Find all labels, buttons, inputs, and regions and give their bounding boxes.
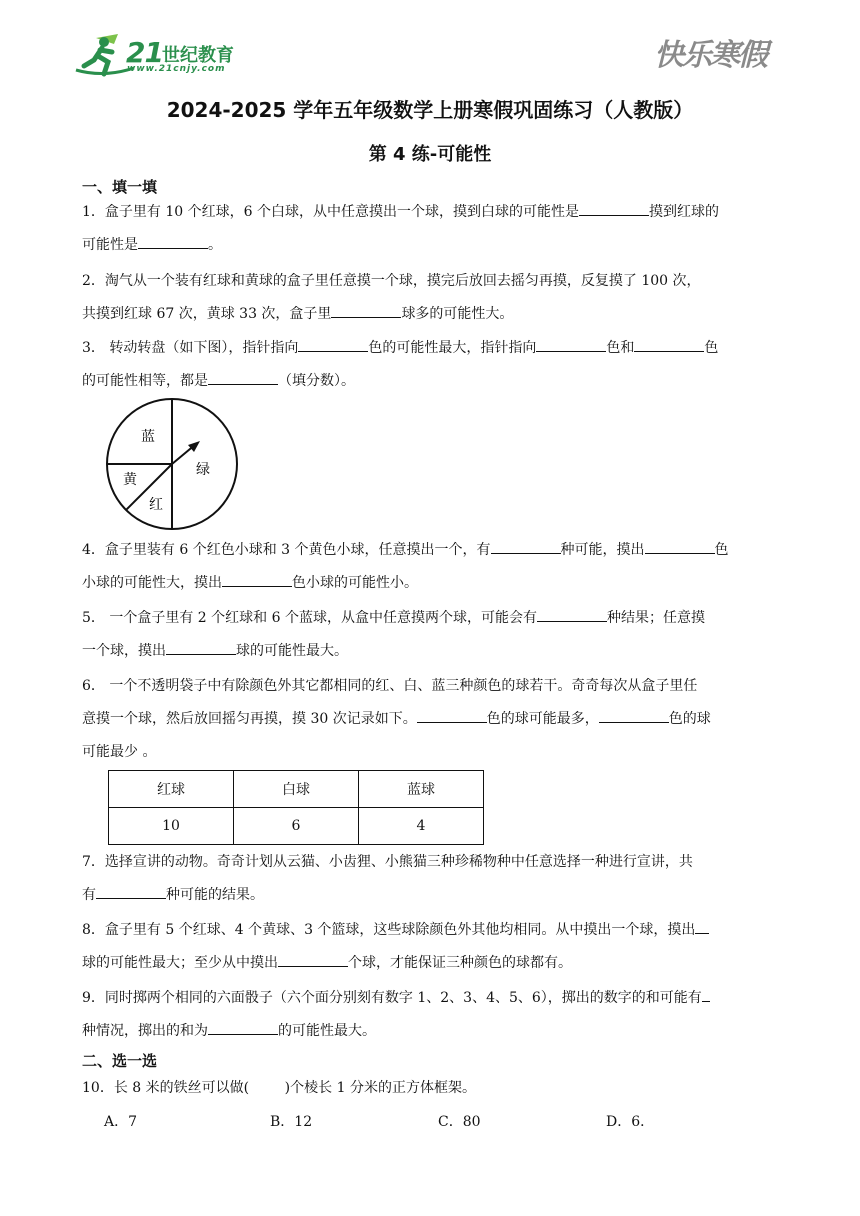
q8-text: 8．盒子里有 5 个红球、4 个黄球、3 个篮球，这些球除颜色外其他均相同。从中摸出一个球，摸出: [82, 922, 696, 938]
section-heading-fill: 一、填一填: [82, 178, 158, 196]
answer-blank[interactable]: [222, 572, 292, 587]
logo-url: www.21cnjy.com: [127, 64, 226, 74]
question-4: [82, 534, 782, 600]
table-header-cell: 白球: [234, 771, 359, 808]
q2-text: 共摸到红球 67 次，黄球 33 次，盒子里: [82, 306, 332, 322]
question-7: [82, 846, 782, 912]
q6-text: 可能最少 。: [82, 744, 157, 760]
answer-blank[interactable]: [695, 919, 709, 934]
option-b[interactable]: B．12: [270, 1114, 313, 1130]
q3-text: 色和: [606, 340, 635, 356]
q7-text: 有: [82, 887, 96, 903]
question-10: [82, 1072, 782, 1105]
q1-text: 摸到红球的: [648, 204, 719, 220]
logo-brand-text: 世纪教育: [162, 45, 234, 66]
spinner-label-yellow: 黄: [123, 472, 137, 488]
answer-blank[interactable]: [278, 952, 348, 967]
answer-blank[interactable]: [298, 337, 368, 352]
answer-blank[interactable]: [166, 640, 236, 655]
q7-text: 种可能的结果。: [166, 887, 264, 903]
table-row: [109, 808, 484, 845]
q4-text: 小球的可能性大，摸出: [82, 575, 222, 591]
q1-text: 1．盒子里有 10 个红球，6 个白球，从中任意摸出一个球，摸到白球的可能性是: [82, 204, 579, 220]
page-subtitle: 第 4 练-可能性: [368, 144, 492, 165]
q5-text: 一个球，摸出: [82, 643, 166, 659]
question-6: [82, 670, 782, 769]
answer-blank[interactable]: [331, 303, 401, 318]
table-cell: 4: [359, 808, 484, 845]
answer-blank[interactable]: [634, 337, 704, 352]
table-cell: 10: [109, 808, 234, 845]
answer-blank[interactable]: [536, 337, 606, 352]
q3-text: 色的可能性最大，指针指向: [368, 340, 537, 356]
q8-text: 个球，才能保证三种颜色的球都有。: [348, 955, 572, 971]
answer-blank[interactable]: [599, 708, 669, 723]
q2-text: 球多的可能性大。: [401, 306, 514, 322]
question-8: [82, 914, 782, 980]
q6-text: 色的球可能最多，: [486, 711, 599, 727]
q5-text: 种结果；任意摸: [606, 610, 705, 626]
question-9: [82, 982, 782, 1048]
spinner-diagram: [104, 396, 240, 532]
q4-text: 色: [714, 542, 729, 558]
winter-vacation-stamp: 快乐寒假: [654, 38, 766, 73]
table-header-cell: 红球: [109, 771, 234, 808]
q6-text: 意摸一个球，然后放回摇匀再摸，摸 30 次记录如下。: [82, 711, 417, 727]
q5-text: 5． 一个盒子里有 2 个红球和 6 个蓝球，从盒中任意摸两个球，可能会有: [82, 610, 537, 626]
table-row: [109, 771, 484, 808]
q9-text: 种情况，掷出的和为: [82, 1023, 208, 1039]
q4-text: 种可能，摸出: [560, 542, 645, 558]
spinner-label-red: 红: [149, 497, 163, 513]
option-c[interactable]: C．80: [438, 1114, 481, 1130]
spinner-label-blue: 蓝: [141, 429, 155, 445]
q6-text: 色的球: [668, 711, 711, 727]
q5-text: 球的可能性最大。: [236, 643, 348, 659]
answer-blank[interactable]: [579, 201, 649, 216]
q8-text: 球的可能性最大；至少从中摸出: [82, 955, 278, 971]
page-title: 2024-2025 学年五年级数学上册寒假巩固练习（人教版）: [166, 98, 694, 122]
answer-blank[interactable]: [96, 884, 166, 899]
answer-blank[interactable]: [417, 708, 487, 723]
spinner-label-green: 绿: [196, 462, 210, 478]
q4-text: 色小球的可能性小。: [292, 575, 418, 591]
question-5: [82, 602, 782, 668]
q10-stem: 10．长 8 米的铁丝可以做( )个棱长 1 分米的正方体框架。: [82, 1080, 476, 1096]
option-d[interactable]: D．6．: [606, 1114, 655, 1130]
table-header-cell: 蓝球: [359, 771, 484, 808]
logo-number: 21: [126, 36, 163, 69]
q1-text: 。: [208, 237, 222, 253]
q4-text: 4．盒子里装有 6 个红色小球和 3 个黄色小球，任意摸出一个，有: [82, 542, 491, 558]
answer-blank[interactable]: [537, 607, 607, 622]
q3-text: 的可能性相等，都是: [82, 373, 208, 389]
answer-blank[interactable]: [208, 370, 278, 385]
answer-blank[interactable]: [138, 234, 208, 249]
option-a[interactable]: A．7: [104, 1114, 138, 1130]
q7-text: 7．选择宣讲的动物。奇奇计划从云猫、小齿狸、小熊猫三种珍稀物种中任意选择一种进行宣讲，共: [82, 854, 693, 870]
q3-text: 3． 转动转盘（如下图），指针指向: [82, 340, 299, 356]
q3-text: 色: [704, 340, 719, 356]
answer-blank[interactable]: [491, 539, 561, 554]
section-heading-choice: 二、选一选: [82, 1052, 158, 1070]
q3-text: （填分数）。: [278, 373, 355, 389]
table-cell: 6: [234, 808, 359, 845]
question-3: [82, 332, 782, 398]
q9-text: 9．同时掷两个相同的六面骰子（六个面分别刻有数字 1、2、3、4、5、6），掷出的数字的和可能有: [82, 990, 702, 1006]
q6-text: 6． 一个不透明袋子中有除颜色外其它都相同的红、白、蓝三种颜色的球若干。奇奇每次从盒子里任: [82, 678, 698, 694]
q1-text: 可能性是: [82, 237, 138, 253]
q2-text: 2．淘气从一个装有红球和黄球的盒子里任意摸一个球，摸完后放回去摇匀再摸，反复摸了 100 次，: [82, 273, 701, 289]
question-1: [82, 196, 782, 262]
q9-text: 的可能性最大。: [278, 1023, 376, 1039]
question-2: [82, 265, 782, 331]
answer-blank[interactable]: [645, 539, 715, 554]
answer-blank[interactable]: [702, 987, 710, 1002]
answer-blank[interactable]: [208, 1020, 278, 1035]
record-table: [108, 770, 484, 845]
